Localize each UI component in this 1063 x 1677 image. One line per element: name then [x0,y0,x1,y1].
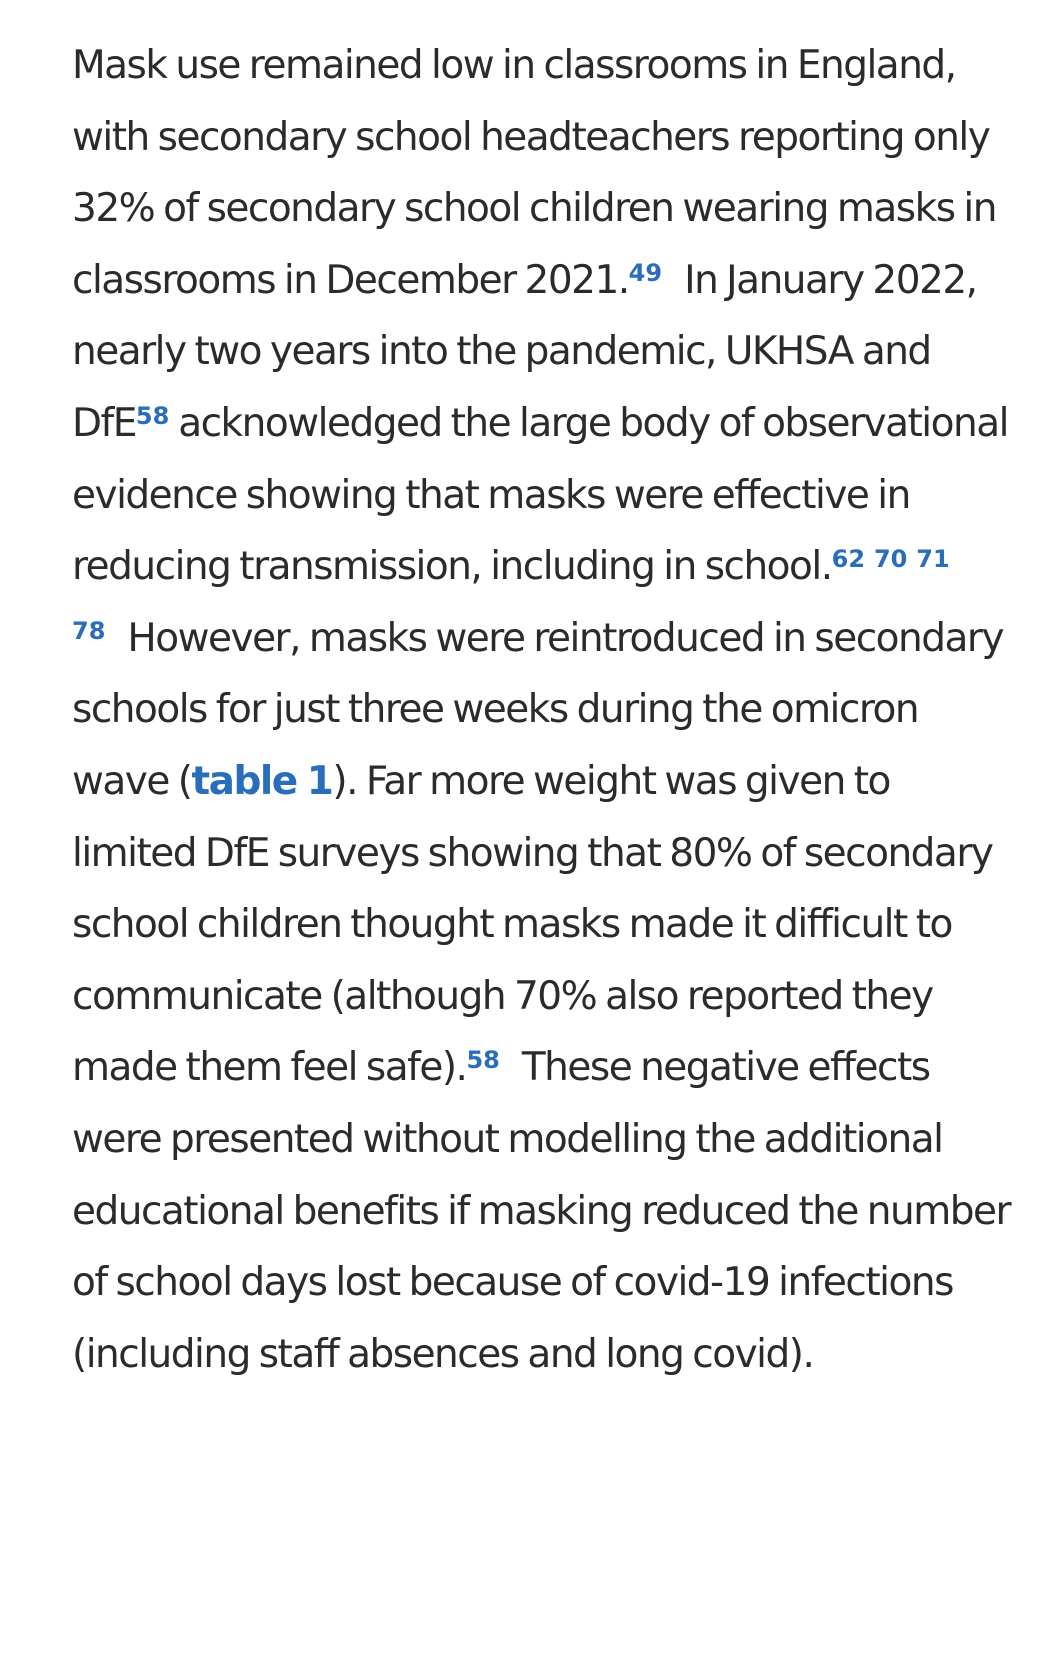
reference-link-58[interactable]: 58 [135,401,170,430]
paragraph-text: However, masks were reintroduced in secondary schools for just three weeks during the omicron wave ( [72,615,1004,804]
paragraph-text: ). Far more weight was given to limited DfE surveys showing that 80% of secondary school children thought masks made it difficult to communicate (although 70% also reported they made them feel safe). [72,758,993,1091]
reference-link-71[interactable]: 71 [916,545,950,574]
article-body [72,30,1012,1390]
paragraph-text: In January 2022, nearly two years into the pandemic, UKHSA and DfE [72,257,977,446]
reference-link-70[interactable]: 70 [873,545,908,574]
reference-link-78[interactable]: 78 [72,616,106,645]
body-paragraph [72,30,1012,1390]
reference-link-58[interactable]: 58 [466,1046,500,1075]
paragraph-text: acknowledged the large body of observational evidence showing that masks were effective in reducing transmission, including in school. [72,400,1008,590]
paragraph-text: These negative effects were presented without modelling the additional educational benefits if masking reduced the number of school days lost because of covid-19 infections (including staff absences and long covid). [72,1045,1010,1377]
paragraph-text: Mask use remained low in classrooms in England, with secondary school headteachers reporting only 32% of secondary school children wearing masks in classrooms in December 2021. [72,43,996,303]
table-1-link[interactable]: table 1 [191,758,333,804]
reference-link-62[interactable]: 62 [831,545,866,574]
reference-link-49[interactable]: 49 [628,258,663,287]
